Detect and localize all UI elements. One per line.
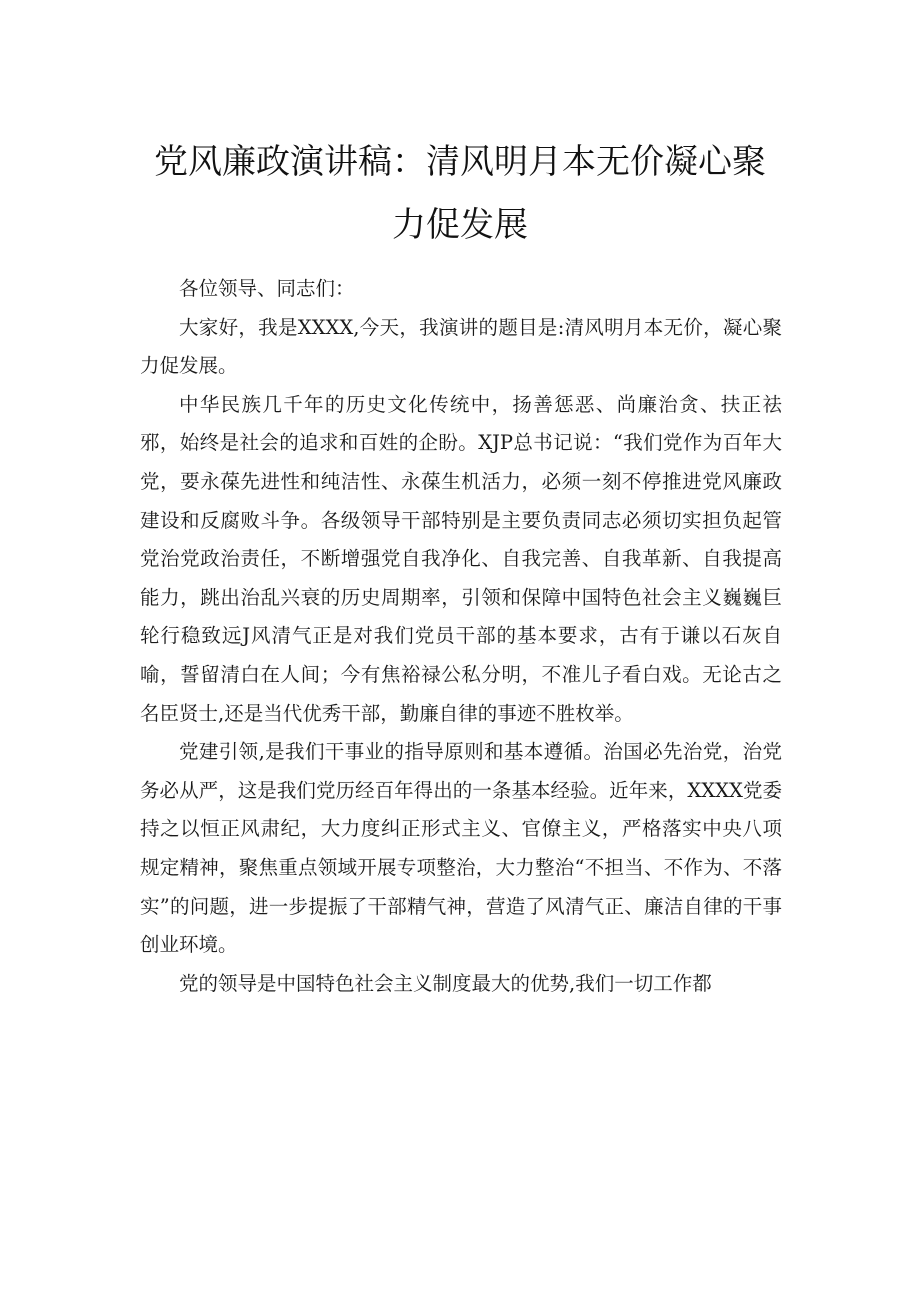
document-title-line-1: 党风廉政演讲稿：清风明月本无价凝心聚 bbox=[154, 142, 766, 182]
salutation-paragraph: 各位领导、同志们： bbox=[179, 277, 355, 300]
document-title-line-2: 力促发展 bbox=[392, 205, 528, 245]
body-paragraph: 党的领导是中国特色社会主义制度最大的优势,我们一切工作都 bbox=[179, 971, 712, 995]
document-body bbox=[140, 270, 782, 1003]
body-paragraph: 党建引领,是我们干事业的指导原则和基本遵循。治国必先治党，治党务必从严，这是我们党历经百年得出的一条基本经验。近年来，XXXX党委持之以恒正风肃纪，大力度纠正形式主义、官僚主义，严格落实中央八项规定精神，聚焦重点领域开展专项整治，大力整治“不担当、不作为、不落实”的问题，进一步提振了干部精气神，营造了风清气正、廉洁自律的干事创业环境。 bbox=[140, 740, 782, 957]
body-paragraph: 中华民族几千年的历史文化传统中，扬善惩恶、尚廉治贪、扶正祛邪，始终是社会的追求和百姓的企盼。XJP总书记说：“我们党作为百年大党，要永葆先进性和纯洁性、永葆生机活力，必须一刻不停推进党风廉政建设和反腐败斗争。各级领导干部特别是主要负责同志必须切实担负起管党治党政治责任，不断增强党自我净化、自我完善、自我革新、自我提高能力，跳出治乱兴衰的历史周期率，引领和保障中国特色社会主义巍巍巨轮行稳致远J风清气正是对我们党员干部的基本要求，古有于谦以石灰自喻，誓留清白在人间；今有焦裕禄公私分明，不准儿子看白戏。无论古之名臣贤士,还是当代优秀干部，勤廉自律的事迹不胜枚举。 bbox=[140, 392, 782, 725]
body-paragraph: 大家好，我是XXXX,今天，我演讲的题目是:清风明月本无价，凝心聚力促发展。 bbox=[140, 315, 782, 378]
